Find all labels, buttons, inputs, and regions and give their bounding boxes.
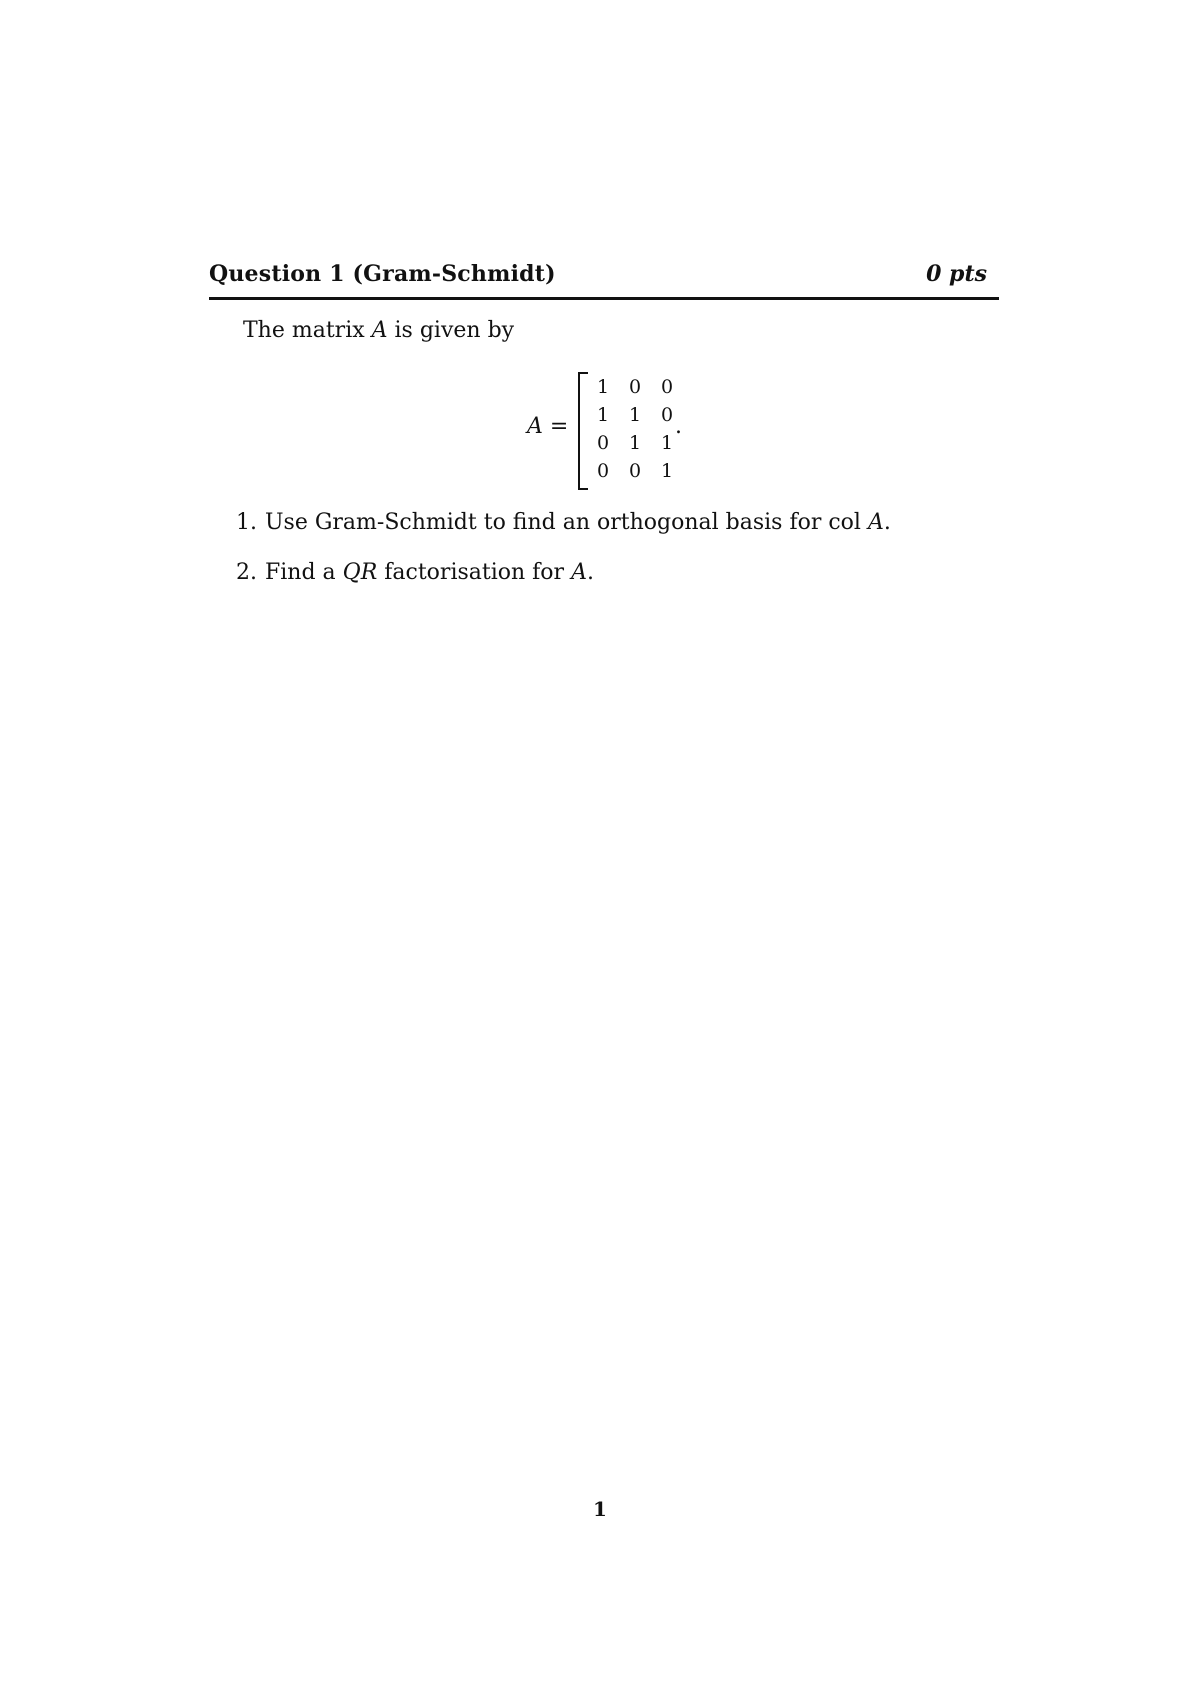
matrix-grid	[588, 373, 682, 485]
matrix-cell: 1	[660, 460, 674, 482]
matrix-left-bracket	[578, 372, 588, 490]
matrix-cell: 0	[596, 460, 610, 482]
intro-variable: A	[371, 318, 388, 343]
question-points: 0 pts	[926, 261, 987, 287]
question-header	[209, 261, 999, 300]
equation-lhs	[527, 414, 568, 439]
question-variable-2: A	[571, 560, 587, 585]
intro-text-before: The matrix	[243, 318, 372, 343]
matrix-cell: 1	[628, 404, 642, 426]
question-number: 1.	[236, 510, 257, 535]
matrix-cell: 1	[596, 404, 610, 426]
matrix-cell: 0	[628, 376, 642, 398]
question-text	[265, 560, 594, 585]
question-variable: QR	[342, 560, 378, 585]
question-text-after: .	[586, 560, 594, 585]
question-item-1	[236, 510, 891, 560]
matrix-cell: 1	[660, 432, 674, 454]
question-item-2	[236, 560, 891, 610]
matrix-cell: 1	[628, 432, 642, 454]
question-text-after: .	[883, 510, 891, 535]
page-number: 1	[593, 1497, 607, 1521]
equation-period: .	[675, 414, 682, 439]
question-text-middle: factorisation for	[377, 560, 572, 585]
matrix-cell: 0	[660, 376, 674, 398]
question-number: 2.	[236, 560, 257, 585]
question-title: Question 1 (Gram-Schmidt)	[209, 261, 556, 287]
intro-sentence	[243, 318, 514, 343]
question-text-before: Find a	[265, 560, 343, 585]
matrix-cell: 1	[596, 376, 610, 398]
equation-variable: A	[527, 414, 543, 439]
matrix-equation	[527, 368, 687, 490]
equation-equals: =	[542, 414, 569, 439]
matrix-cell: 0	[596, 432, 610, 454]
question-text	[265, 510, 891, 535]
matrix-cell: 0	[660, 404, 674, 426]
intro-text-after: is given by	[387, 318, 515, 343]
question-text-before: Use Gram-Schmidt to find an orthogonal basis for col	[265, 510, 868, 535]
question-variable: A	[867, 510, 884, 535]
question-list	[236, 510, 891, 610]
matrix-cell: 0	[628, 460, 642, 482]
